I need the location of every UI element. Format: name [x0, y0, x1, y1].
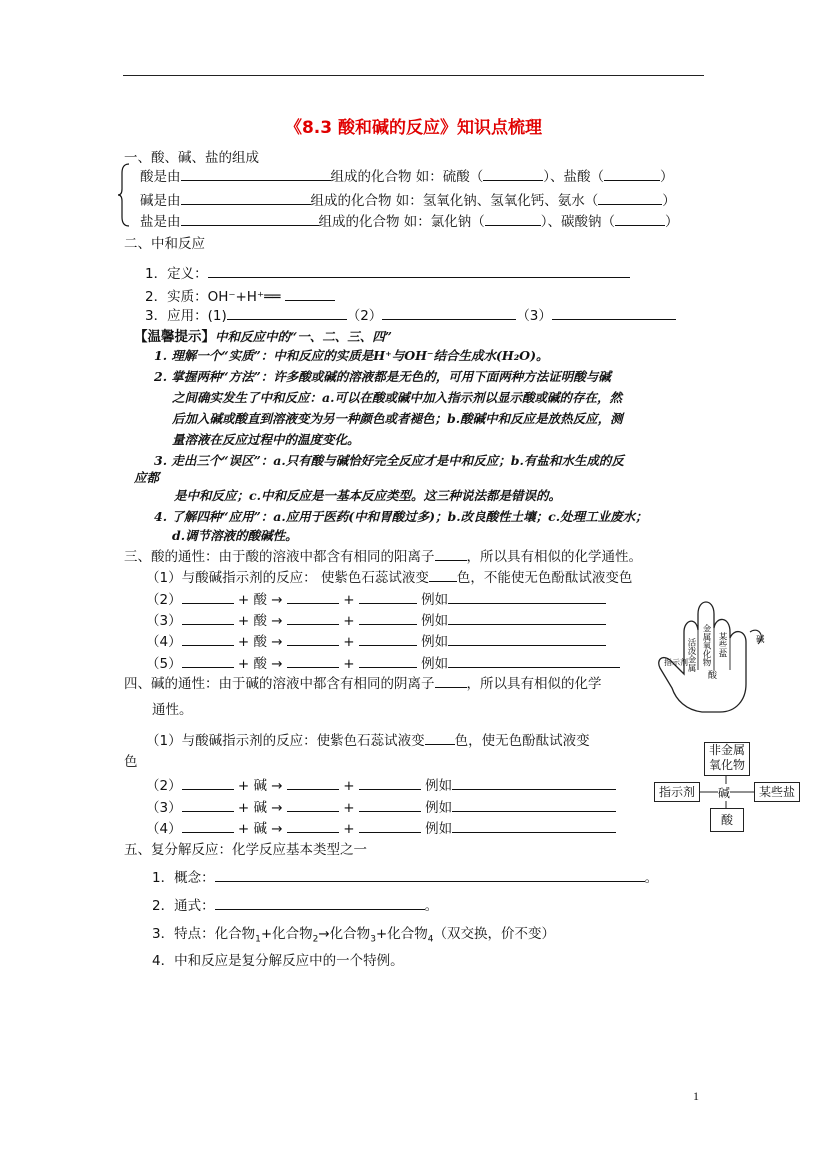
tip-heading: 【温馨提示】中和反应中的“一、二、三、四” [134, 329, 392, 345]
acid-blank[interactable] [181, 166, 331, 181]
cross-top-box: 非金属 氧化物 [704, 742, 750, 776]
section-2-heading: 二、中和反应 [124, 236, 205, 252]
hand-diagram [650, 588, 772, 720]
application-line: 3．应用：(1) （2） （3） [145, 304, 676, 324]
hand-finger-3: 某些盐 [717, 632, 727, 658]
formula-line: 2．通式： 。 [152, 894, 438, 914]
hand-finger-2: 金属氧化物 [701, 624, 711, 667]
tip-2-line-1: 2. 掌握两种“方法”：许多酸或碱的溶液都是无色的，可用下面两种方法证明酸与碱 [154, 369, 611, 384]
hand-thumb: 指示剂 [664, 658, 688, 667]
acid-composition-line: 酸是由 组成的化合物 如：硫酸（ ）、盐酸（ ） [140, 165, 674, 185]
curly-brace [117, 163, 131, 227]
header-rule [123, 75, 704, 76]
tip-3-line-2: 应都 [134, 470, 160, 485]
tip-2-line-4: 量溶液在反应过程中的温度变化。 [172, 432, 360, 447]
note-line: 4．中和反应是复分解反应中的一个特例。 [152, 953, 404, 969]
acid-reaction-row: （3） + 酸 → + 例如 [146, 609, 606, 629]
acid-reaction-row: （2） + 酸 → + 例如 [146, 588, 606, 608]
tip-3-line-1: 3. 走出三个“误区”：a.只有酸与碱恰好完全反应才是中和反应；b.有盐和水生成的反 [154, 453, 624, 468]
base-reaction-row: （2） + 碱 → + 例如 [146, 774, 616, 794]
tip-1: 1. 理解一个“实质”：中和反应的实质是H⁺与OH⁻结合生成水(H₂O)。 [154, 348, 549, 363]
tip-4-line-2: d.调节溶液的酸碱性。 [172, 528, 298, 543]
salt-blank[interactable] [181, 211, 319, 226]
section-5-heading: 五、复分解反应：化学反应基本类型之一 [124, 842, 367, 858]
section-4-heading: 四、碱的通性：由于碱的溶液中都含有相同的阴离子 ，所以具有相似的化学 [124, 672, 602, 692]
hand-finger-4: 碱 [756, 635, 765, 645]
page-number: 1 [693, 1089, 699, 1103]
page-title: 《8.3 酸和碱的反应》知识点梳理 [284, 118, 543, 138]
cross-left-box: 指示剂 [654, 782, 700, 802]
cross-right-box: 某些盐 [754, 782, 800, 802]
acid-indicator-line: （1）与酸碱指示剂的反应： 使紫色石蕊试液变 色，不能使无色酚酞试液变色 [146, 566, 632, 586]
base-reaction-row: （3） + 碱 → + 例如 [146, 796, 616, 816]
definition-line: 1．定义： [145, 262, 630, 282]
hand-finger-1: 活泼金属 [686, 638, 696, 672]
feature-line: 3．特点：化合物$_1$+化合物$_2$→化合物$_3$+化合物$_4$（双交换，价不变） [152, 926, 555, 945]
cross-center: 碱 [718, 786, 731, 800]
tip-2-line-3: 后加入碱或酸直到溶液变为另一种颜色或者褪色；b.酸碱中和反应是放热反应，测 [172, 411, 623, 426]
base-composition-line: 碱是由 组成的化合物 如：氢氧化钠、氢氧化钙、氨水（ ） [140, 189, 676, 209]
essence-line: 2．实质：OH⁻+H⁺══ [145, 285, 335, 305]
tip-4-line-1: 4. 了解四种“应用”：a.应用于医药(中和胃酸过多)；b.改良酸性土壤；c.处理工业废水； [154, 509, 648, 524]
hand-palm: 酸 [708, 671, 718, 681]
tip-3-line-3: 是中和反应；c.中和反应是一基本反应类型。这三种说法都是错误的。 [174, 488, 561, 503]
section-1-heading: 一、酸、碱、盐的组成 [124, 150, 259, 166]
section-4-heading-cont: 通性。 [152, 702, 193, 718]
tip-2-line-2: 之间确实发生了中和反应：a.可以在酸或碱中加入指示剂以显示酸或碱的存在，然 [172, 390, 622, 405]
base-cross-diagram [654, 742, 800, 834]
cross-bottom-box: 酸 [710, 808, 744, 832]
acid-reaction-row: （5） + 酸 → + 例如 [146, 652, 620, 672]
section-3-heading: 三、酸的通性：由于酸的溶液中都含有相同的阳离子 ，所以具有相似的化学通性。 [124, 545, 642, 565]
base-indicator-cont: 色 [124, 754, 138, 770]
salt-composition-line: 盐是由 组成的化合物 如：氯化钠（ ）、碳酸钠（ ） [140, 210, 679, 230]
base-indicator-line: （1）与酸碱指示剂的反应：使紫色石蕊试液变 色，使无色酚酞试液变 [146, 729, 590, 749]
base-reaction-row: （4） + 碱 → + 例如 [146, 817, 616, 837]
concept-line: 1．概念： 。 [152, 866, 658, 886]
base-blank[interactable] [181, 190, 311, 205]
acid-reaction-row: （4） + 酸 → + 例如 [146, 630, 606, 650]
